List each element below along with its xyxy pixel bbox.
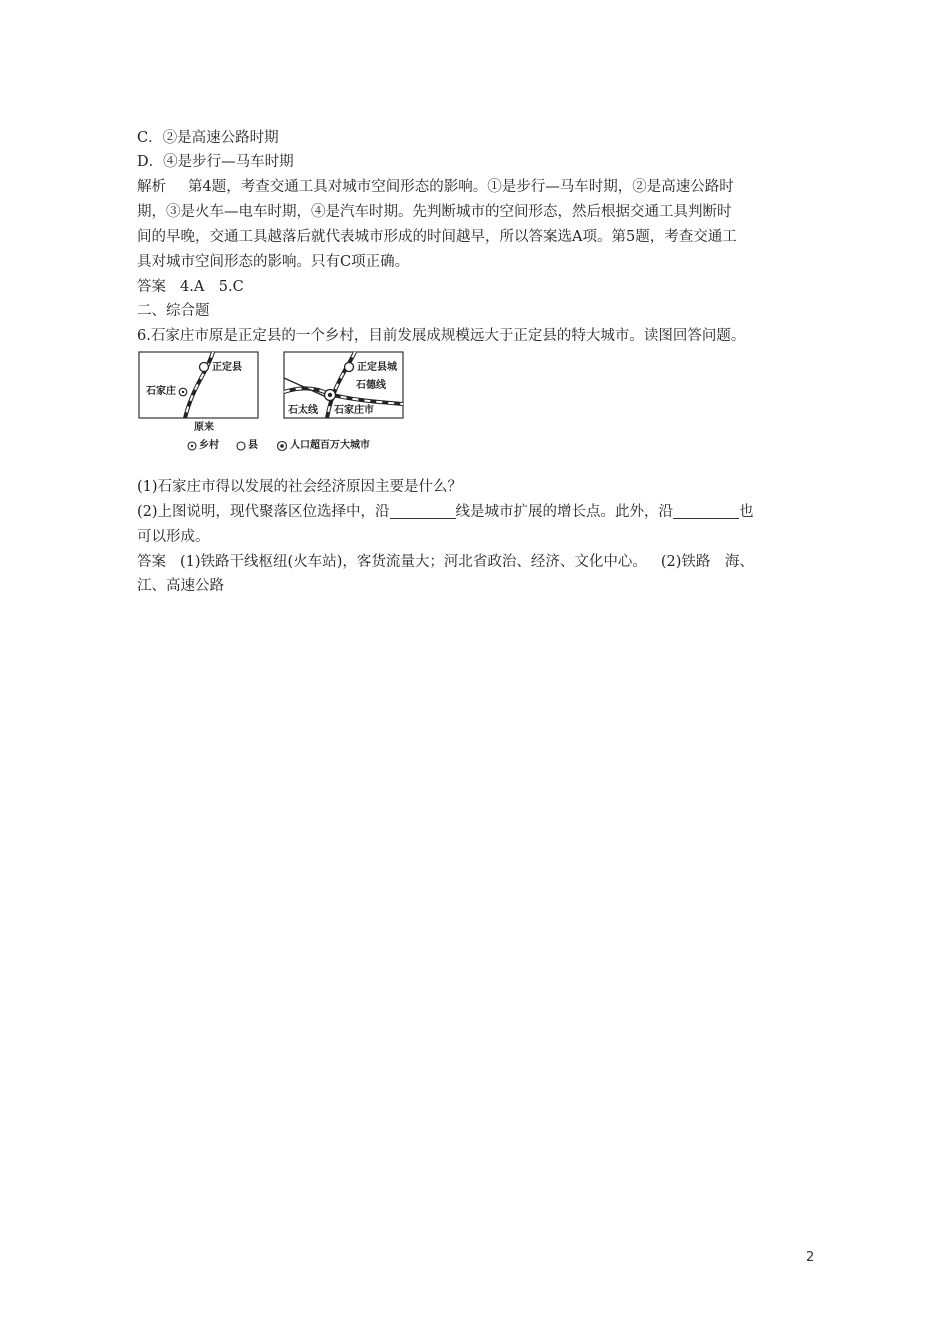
label-zhengding-county: 正定县 bbox=[212, 362, 242, 373]
analysis-line-3: 间的早晚，交通工具越落后就代表城市形成的时间越早，所以答案选A项。第5题，考查交通工 bbox=[137, 229, 737, 245]
q6-2-text-a: (2)上图说明，现代聚落区位选择中，沿 bbox=[137, 504, 390, 520]
analysis-text-1: 第4题，考查交通工具对城市空间形态的影响。①是步行—马车时期，②是高速公路时 bbox=[188, 179, 734, 195]
answer-blank-2 bbox=[673, 503, 739, 519]
label-zhengding-city: 正定县城 bbox=[357, 362, 397, 373]
map-figure bbox=[137, 350, 407, 456]
answer-6-part-1: (1)铁路干线枢纽(火车站)，客货流量大；河北省政治、经济、文化中心。 bbox=[180, 554, 647, 570]
label-shide-line: 石德线 bbox=[356, 380, 386, 391]
answer-6 bbox=[137, 550, 754, 574]
answer-label: 答案 bbox=[137, 279, 166, 295]
option-d: D．④是步行—马车时期 bbox=[137, 154, 294, 170]
legend-village-label: 乡村 bbox=[199, 440, 219, 451]
answer-6-label: 答案 bbox=[137, 554, 166, 570]
q6-2-text-c: 也 bbox=[739, 504, 754, 520]
answer-4-5 bbox=[137, 275, 244, 299]
answer-blank-1 bbox=[390, 503, 456, 519]
label-shijiazhuang-city: 石家庄市 bbox=[334, 405, 374, 416]
section-heading: 二、综合题 bbox=[137, 303, 210, 319]
legend-city-label: 人口超百万大城市 bbox=[290, 440, 370, 451]
legend-county-icon bbox=[237, 442, 245, 450]
page-number: 2 bbox=[806, 1250, 815, 1265]
q6-2-text-b: 线是城市扩展的增长点。此外，沿 bbox=[455, 504, 674, 520]
zhengding-county-marker bbox=[200, 363, 209, 372]
analysis-line-1 bbox=[137, 175, 734, 199]
analysis-line-4: 具对城市空间形态的影响。只有C项正确。 bbox=[137, 254, 410, 270]
analysis-line-2: 期，③是火车—电车时期，④是汽车时期。先判断城市的空间形态，然后根据交通工具判断时 bbox=[137, 204, 732, 220]
shijiazhuang-city-dot bbox=[328, 393, 332, 397]
analysis-label: 解析 bbox=[137, 179, 166, 195]
label-shijiazhuang-village: 石家庄 bbox=[146, 386, 176, 397]
question-6: 6.石家庄市原是正定县的一个乡村，目前发展成规模远大于正定县的特大城市。读图回答问题。 bbox=[137, 328, 746, 344]
answer-6-cont: 江、高速公路 bbox=[137, 578, 224, 594]
question-6-part-2 bbox=[137, 500, 754, 524]
question-6-part-2-cont: 可以形成。 bbox=[137, 529, 210, 545]
shijiazhuang-village-dot bbox=[182, 391, 184, 393]
zhengding-city-marker bbox=[345, 363, 354, 372]
label-shitai-line: 石太线 bbox=[288, 405, 318, 416]
answer-values: 4.A 5.C bbox=[180, 279, 244, 295]
legend-county-label: 县 bbox=[248, 440, 258, 451]
question-6-part-1: (1)石家庄市得以发展的社会经济原因主要是什么？ bbox=[137, 479, 463, 495]
label-original: 原来 bbox=[194, 422, 214, 433]
option-c: C．②是高速公路时期 bbox=[137, 130, 279, 146]
answer-6-part-2: (2)铁路 海、 bbox=[660, 554, 754, 570]
